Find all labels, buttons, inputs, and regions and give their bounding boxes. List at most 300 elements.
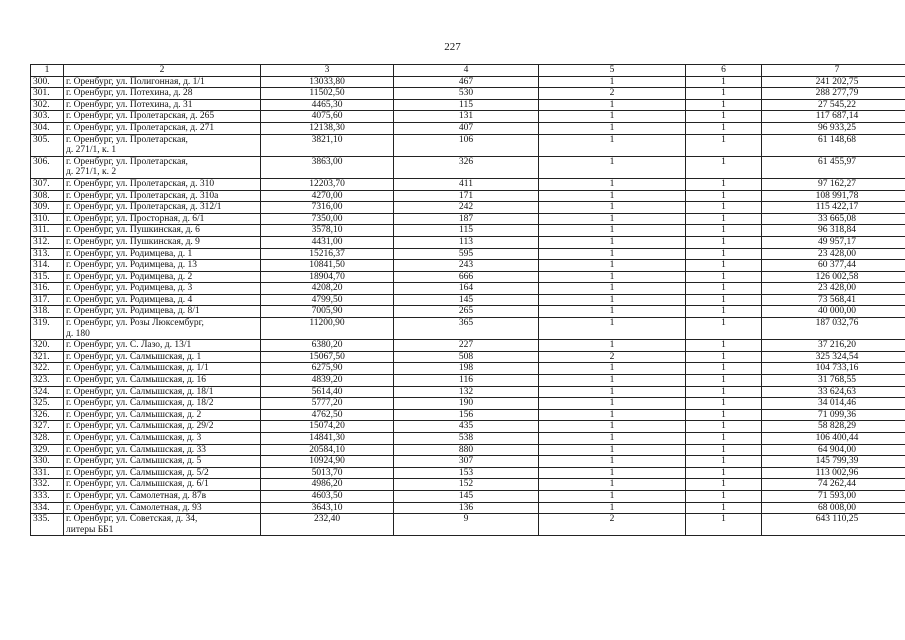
column-7-cell: 68 008,00 (762, 502, 905, 514)
column-6-cell: 1 (686, 363, 762, 375)
column-5-cell: 1 (539, 178, 686, 190)
column-6-cell: 1 (686, 88, 762, 100)
column-5-cell: 1 (539, 409, 686, 421)
column-5-cell: 1 (539, 76, 686, 88)
column-5-cell: 1 (539, 444, 686, 456)
table-row (31, 490, 905, 502)
column-5-cell: 1 (539, 122, 686, 134)
column-4-cell: 164 (394, 283, 539, 295)
column-4-cell: 530 (394, 88, 539, 100)
column-4-cell: 115 (394, 99, 539, 111)
column-header: 6 (686, 65, 762, 77)
table-row (31, 340, 905, 352)
column-4-cell: 265 (394, 306, 539, 318)
address-cell (64, 433, 261, 445)
column-3-cell: 7005,90 (261, 306, 394, 318)
address-cell (64, 248, 261, 260)
address-cell (64, 363, 261, 375)
column-4-cell: 198 (394, 363, 539, 375)
column-6-cell: 1 (686, 433, 762, 445)
column-7-cell: 31 768,55 (762, 375, 905, 387)
table-row (31, 409, 905, 421)
table-row (31, 502, 905, 514)
column-4-cell: 115 (394, 225, 539, 237)
address-cell (64, 122, 261, 134)
address-line: г. Оренбург, ул. Родимцева, д. 1 (66, 248, 193, 259)
address-cell (64, 409, 261, 421)
column-7-cell: 73 568,41 (762, 294, 905, 306)
column-7-cell: 71 099,36 (762, 409, 905, 421)
row-number-cell: 315. (31, 271, 64, 283)
column-6-cell: 1 (686, 134, 762, 156)
address-line: г. Оренбург, ул. Салмышская, д. 3 (66, 433, 202, 443)
column-7-cell: 34 014,46 (762, 398, 905, 410)
column-5-cell: 1 (539, 502, 686, 514)
column-3-cell: 4603,50 (261, 490, 394, 502)
column-4-cell: 365 (394, 318, 539, 340)
table-row (31, 260, 905, 272)
row-number-cell: 307. (31, 178, 64, 190)
address-cell (64, 260, 261, 272)
table-row (31, 236, 905, 248)
column-3-cell: 18904,70 (261, 271, 394, 283)
column-6-cell: 1 (686, 111, 762, 123)
column-6-cell: 1 (686, 76, 762, 88)
row-number-cell: 302. (31, 99, 64, 111)
address-cell (64, 76, 261, 88)
column-4-cell: 880 (394, 444, 539, 456)
column-3-cell: 10841,50 (261, 260, 394, 272)
column-6-cell: 1 (686, 409, 762, 421)
column-6-cell: 1 (686, 351, 762, 363)
address-line: г. Оренбург, ул. Потехина, д. 31 (66, 99, 193, 110)
column-6-cell: 1 (686, 236, 762, 248)
address-line: г. Оренбург, ул. Родимцева, д. 3 (66, 283, 193, 294)
column-4-cell: 467 (394, 76, 539, 88)
table-row (31, 514, 905, 536)
address-cell (64, 375, 261, 387)
column-7-cell: 117 687,14 (762, 111, 905, 123)
column-4-cell: 153 (394, 467, 539, 479)
column-3-cell: 232,40 (261, 514, 394, 536)
column-5-cell: 1 (539, 156, 686, 178)
address-cell (64, 340, 261, 352)
column-3-cell: 15216,37 (261, 248, 394, 260)
column-6-cell: 1 (686, 456, 762, 468)
row-number-cell: 316. (31, 283, 64, 295)
column-6-cell: 1 (686, 122, 762, 134)
column-3-cell: 11502,50 (261, 88, 394, 100)
address-line: г. Оренбург, ул. Пушкинская, д. 9 (66, 236, 200, 247)
row-number-cell: 312. (31, 236, 64, 248)
table-row (31, 318, 905, 340)
column-3-cell: 4799,50 (261, 294, 394, 306)
table-row (31, 386, 905, 398)
table-row (31, 156, 905, 178)
column-5-cell: 1 (539, 213, 686, 225)
address-line: г. Оренбург, ул. Пролетарская, д. 271 (66, 122, 215, 133)
column-6-cell: 1 (686, 283, 762, 295)
address-cell (64, 213, 261, 225)
column-4-cell: 187 (394, 213, 539, 225)
column-7-cell: 60 377,44 (762, 260, 905, 272)
column-6-cell: 1 (686, 421, 762, 433)
column-4-cell: 666 (394, 271, 539, 283)
table-row (31, 375, 905, 387)
address-line: д. 271/1, к. 1 (66, 145, 117, 156)
column-4-cell: 538 (394, 433, 539, 445)
address-cell (64, 351, 261, 363)
row-number-cell: 324. (31, 386, 64, 398)
column-3-cell: 6275,90 (261, 363, 394, 375)
column-5-cell: 1 (539, 236, 686, 248)
column-4-cell: 407 (394, 122, 539, 134)
column-5-cell: 1 (539, 202, 686, 214)
column-7-cell: 241 202,75 (762, 76, 905, 88)
row-number-cell: 319. (31, 318, 64, 340)
address-cell (64, 111, 261, 123)
table-row (31, 456, 905, 468)
column-3-cell: 4208,20 (261, 283, 394, 295)
address-line: г. Оренбург, ул. Самолетная, д. 87в (66, 490, 207, 501)
address-cell (64, 306, 261, 318)
row-number-cell: 314. (31, 260, 64, 272)
address-line: д. 271/1, к. 2 (66, 167, 117, 178)
address-cell (64, 514, 261, 536)
address-cell (64, 88, 261, 100)
row-number-cell: 318. (31, 306, 64, 318)
table-row (31, 421, 905, 433)
column-6-cell: 1 (686, 260, 762, 272)
row-number-cell: 305. (31, 134, 64, 156)
table-row (31, 178, 905, 190)
column-7-cell: 97 162,27 (762, 178, 905, 190)
address-cell (64, 386, 261, 398)
column-3-cell: 4270,00 (261, 190, 394, 202)
column-3-cell: 20584,10 (261, 444, 394, 456)
column-6-cell: 1 (686, 398, 762, 410)
address-line: д. 180 (66, 328, 90, 339)
column-6-cell: 1 (686, 340, 762, 352)
column-4-cell: 595 (394, 248, 539, 260)
row-number-cell: 322. (31, 363, 64, 375)
row-number-cell: 332. (31, 479, 64, 491)
row-number-cell: 333. (31, 490, 64, 502)
column-header: 3 (261, 65, 394, 77)
column-3-cell: 3643,10 (261, 502, 394, 514)
column-5-cell: 1 (539, 421, 686, 433)
address-line: г. Оренбург, ул. Розы Люксембург, (66, 318, 204, 329)
address-cell (64, 190, 261, 202)
table-row (31, 111, 905, 123)
address-line: г. Оренбург, ул. Салмышская, д. 5 (66, 456, 202, 467)
address-line: г. Оренбург, ул. Салмышская, д. 2 (66, 409, 202, 420)
column-3-cell: 12138,30 (261, 122, 394, 134)
column-7-cell: 104 733,16 (762, 363, 905, 375)
column-5-cell: 1 (539, 386, 686, 398)
column-4-cell: 145 (394, 490, 539, 502)
column-5-cell: 1 (539, 260, 686, 272)
column-7-cell: 33 665,08 (762, 213, 905, 225)
column-4-cell: 106 (394, 134, 539, 156)
address-cell (64, 236, 261, 248)
column-5-cell: 1 (539, 99, 686, 111)
column-7-cell: 126 002,58 (762, 271, 905, 283)
address-cell (64, 502, 261, 514)
address-line: г. Оренбург, ул. Пролетарская, (66, 134, 188, 145)
column-3-cell: 4839,20 (261, 375, 394, 387)
address-line: г. Оренбург, ул. Родимцева, д. 8/1 (66, 306, 200, 317)
table-row (31, 467, 905, 479)
column-3-cell: 5013,70 (261, 467, 394, 479)
column-4-cell: 145 (394, 294, 539, 306)
address-cell (64, 318, 261, 340)
row-number-cell: 317. (31, 294, 64, 306)
column-5-cell: 2 (539, 88, 686, 100)
column-6-cell: 1 (686, 375, 762, 387)
table-row (31, 363, 905, 375)
column-5-cell: 1 (539, 363, 686, 375)
register-table (30, 64, 905, 536)
address-line: г. Оренбург, ул. Салмышская, д. 18/2 (66, 398, 214, 409)
column-4-cell: 435 (394, 421, 539, 433)
page-number: 227 (444, 41, 461, 53)
row-number-cell: 300. (31, 76, 64, 88)
column-5-cell: 1 (539, 111, 686, 123)
column-7-cell: 40 000,00 (762, 306, 905, 318)
column-5-cell: 1 (539, 283, 686, 295)
column-7-cell: 108 991,78 (762, 190, 905, 202)
table-row (31, 283, 905, 295)
address-line: г. Оренбург, ул. Советская, д. 34, (66, 514, 198, 525)
column-7-cell: 106 400,44 (762, 433, 905, 445)
column-5-cell: 1 (539, 433, 686, 445)
address-line: г. Оренбург, ул. Пролетарская, д. 310 (66, 178, 215, 189)
column-3-cell: 15067,50 (261, 351, 394, 363)
column-header: 5 (539, 65, 686, 77)
address-line: г. Оренбург, ул. Пролетарская, д. 312/1 (66, 202, 222, 213)
address-line: г. Оренбург, ул. С. Лазо, д. 13/1 (66, 340, 192, 351)
address-cell (64, 456, 261, 468)
column-6-cell: 1 (686, 248, 762, 260)
table-row (31, 306, 905, 318)
table-row (31, 134, 905, 156)
row-number-cell: 330. (31, 456, 64, 468)
address-line: г. Оренбург, ул. Самолетная, д. 93 (66, 502, 202, 513)
column-7-cell: 113 002,96 (762, 467, 905, 479)
column-3-cell: 6380,20 (261, 340, 394, 352)
table-row (31, 271, 905, 283)
column-6-cell: 1 (686, 156, 762, 178)
table-row (31, 479, 905, 491)
column-5-cell: 1 (539, 134, 686, 156)
column-4-cell: 242 (394, 202, 539, 214)
table-row (31, 444, 905, 456)
address-line: г. Оренбург, ул. Родимцева, д. 2 (66, 271, 193, 282)
column-3-cell: 13033,80 (261, 76, 394, 88)
address-line: г. Оренбург, ул. Просторная, д. 6/1 (66, 213, 205, 224)
column-6-cell: 1 (686, 479, 762, 491)
column-7-cell: 33 624,63 (762, 386, 905, 398)
column-6-cell: 1 (686, 444, 762, 456)
column-4-cell: 113 (394, 236, 539, 248)
column-7-cell: 58 828,29 (762, 421, 905, 433)
address-cell (64, 178, 261, 190)
column-3-cell: 3821,10 (261, 134, 394, 156)
row-number-cell: 308. (31, 190, 64, 202)
column-3-cell: 3578,10 (261, 225, 394, 237)
column-5-cell: 1 (539, 225, 686, 237)
address-line: г. Оренбург, ул. Пролетарская, д. 265 (66, 111, 215, 122)
row-number-cell: 306. (31, 156, 64, 178)
column-4-cell: 156 (394, 409, 539, 421)
column-7-cell: 74 262,44 (762, 479, 905, 491)
row-number-cell: 325. (31, 398, 64, 410)
column-3-cell: 4075,60 (261, 111, 394, 123)
row-number-cell: 327. (31, 421, 64, 433)
column-4-cell: 116 (394, 375, 539, 387)
address-cell (64, 490, 261, 502)
column-3-cell: 4986,20 (261, 479, 394, 491)
address-line: г. Оренбург, ул. Салмышская, д. 6/1 (66, 479, 209, 490)
column-7-cell: 96 933,25 (762, 122, 905, 134)
column-6-cell: 1 (686, 514, 762, 536)
column-header: 2 (64, 65, 261, 77)
column-5-cell: 1 (539, 248, 686, 260)
row-number-cell: 311. (31, 225, 64, 237)
address-cell (64, 444, 261, 456)
column-header: 1 (31, 65, 64, 77)
column-6-cell: 1 (686, 271, 762, 283)
column-3-cell: 15074,20 (261, 421, 394, 433)
column-3-cell: 11200,90 (261, 318, 394, 340)
column-6-cell: 1 (686, 318, 762, 340)
row-number-cell: 326. (31, 409, 64, 421)
row-number-cell: 329. (31, 444, 64, 456)
table-row (31, 225, 905, 237)
column-7-cell: 23 428,00 (762, 248, 905, 260)
table-row (31, 248, 905, 260)
address-cell (64, 421, 261, 433)
column-7-cell: 325 324,54 (762, 351, 905, 363)
row-number-cell: 321. (31, 351, 64, 363)
column-4-cell: 171 (394, 190, 539, 202)
column-7-cell: 61 148,68 (762, 134, 905, 156)
table-row (31, 76, 905, 88)
column-3-cell: 5777,20 (261, 398, 394, 410)
header-row (31, 65, 905, 77)
column-7-cell: 71 593,00 (762, 490, 905, 502)
address-line: г. Оренбург, ул. Салмышская, д. 33 (66, 444, 207, 455)
table-row (31, 190, 905, 202)
column-5-cell: 1 (539, 479, 686, 491)
row-number-cell: 320. (31, 340, 64, 352)
column-5-cell: 1 (539, 271, 686, 283)
column-5-cell: 2 (539, 514, 686, 536)
address-cell (64, 467, 261, 479)
column-6-cell: 1 (686, 178, 762, 190)
column-7-cell: 27 545,22 (762, 99, 905, 111)
column-5-cell: 1 (539, 340, 686, 352)
column-header: 7 (762, 65, 905, 77)
column-6-cell: 1 (686, 294, 762, 306)
address-line: литеры ББ1 (66, 524, 114, 535)
column-4-cell: 326 (394, 156, 539, 178)
address-cell (64, 479, 261, 491)
row-number-cell: 313. (31, 248, 64, 260)
column-3-cell: 4762,50 (261, 409, 394, 421)
address-cell (64, 283, 261, 295)
row-number-cell: 331. (31, 467, 64, 479)
column-6-cell: 1 (686, 490, 762, 502)
address-cell (64, 294, 261, 306)
row-number-cell: 335. (31, 514, 64, 536)
column-6-cell: 1 (686, 202, 762, 214)
row-number-cell: 310. (31, 213, 64, 225)
column-6-cell: 1 (686, 190, 762, 202)
address-cell (64, 225, 261, 237)
column-7-cell: 288 277,79 (762, 88, 905, 100)
address-line: г. Оренбург, ул. Пролетарская, (66, 156, 188, 167)
table-row (31, 398, 905, 410)
address-cell (64, 156, 261, 178)
address-line: г. Оренбург, ул. Салмышская, д. 16 (66, 375, 207, 386)
column-7-cell: 96 318,84 (762, 225, 905, 237)
column-7-cell: 643 110,25 (762, 514, 905, 536)
column-5-cell: 1 (539, 306, 686, 318)
column-5-cell: 1 (539, 318, 686, 340)
address-line: г. Оренбург, ул. Пушкинская, д. 6 (66, 225, 200, 236)
row-number-cell: 334. (31, 502, 64, 514)
address-cell (64, 398, 261, 410)
column-7-cell: 145 799,39 (762, 456, 905, 468)
column-5-cell: 2 (539, 351, 686, 363)
column-7-cell: 23 428,00 (762, 283, 905, 295)
address-cell (64, 202, 261, 214)
column-4-cell: 508 (394, 351, 539, 363)
column-7-cell: 49 957,17 (762, 236, 905, 248)
table-row (31, 213, 905, 225)
table-row (31, 202, 905, 214)
table-row (31, 99, 905, 111)
column-3-cell: 7316,00 (261, 202, 394, 214)
column-3-cell: 5614,40 (261, 386, 394, 398)
row-number-cell: 323. (31, 375, 64, 387)
column-5-cell: 1 (539, 456, 686, 468)
column-7-cell: 64 904,00 (762, 444, 905, 456)
address-cell (64, 99, 261, 111)
column-4-cell: 132 (394, 386, 539, 398)
column-4-cell: 227 (394, 340, 539, 352)
row-number-cell: 328. (31, 433, 64, 445)
address-line: г. Оренбург, ул. Родимцева, д. 4 (66, 294, 193, 305)
column-4-cell: 131 (394, 111, 539, 123)
column-4-cell: 152 (394, 479, 539, 491)
address-line: г. Оренбург, ул. Салмышская, д. 29/2 (66, 421, 214, 432)
column-3-cell: 14841,30 (261, 433, 394, 445)
column-5-cell: 1 (539, 190, 686, 202)
column-5-cell: 1 (539, 398, 686, 410)
column-4-cell: 307 (394, 456, 539, 468)
table-row (31, 294, 905, 306)
column-3-cell: 3863,00 (261, 156, 394, 178)
column-6-cell: 1 (686, 502, 762, 514)
address-line: г. Оренбург, ул. Салмышская, д. 5/2 (66, 467, 209, 478)
column-3-cell: 4465,30 (261, 99, 394, 111)
table-row (31, 351, 905, 363)
column-3-cell: 7350,00 (261, 213, 394, 225)
column-5-cell: 1 (539, 490, 686, 502)
